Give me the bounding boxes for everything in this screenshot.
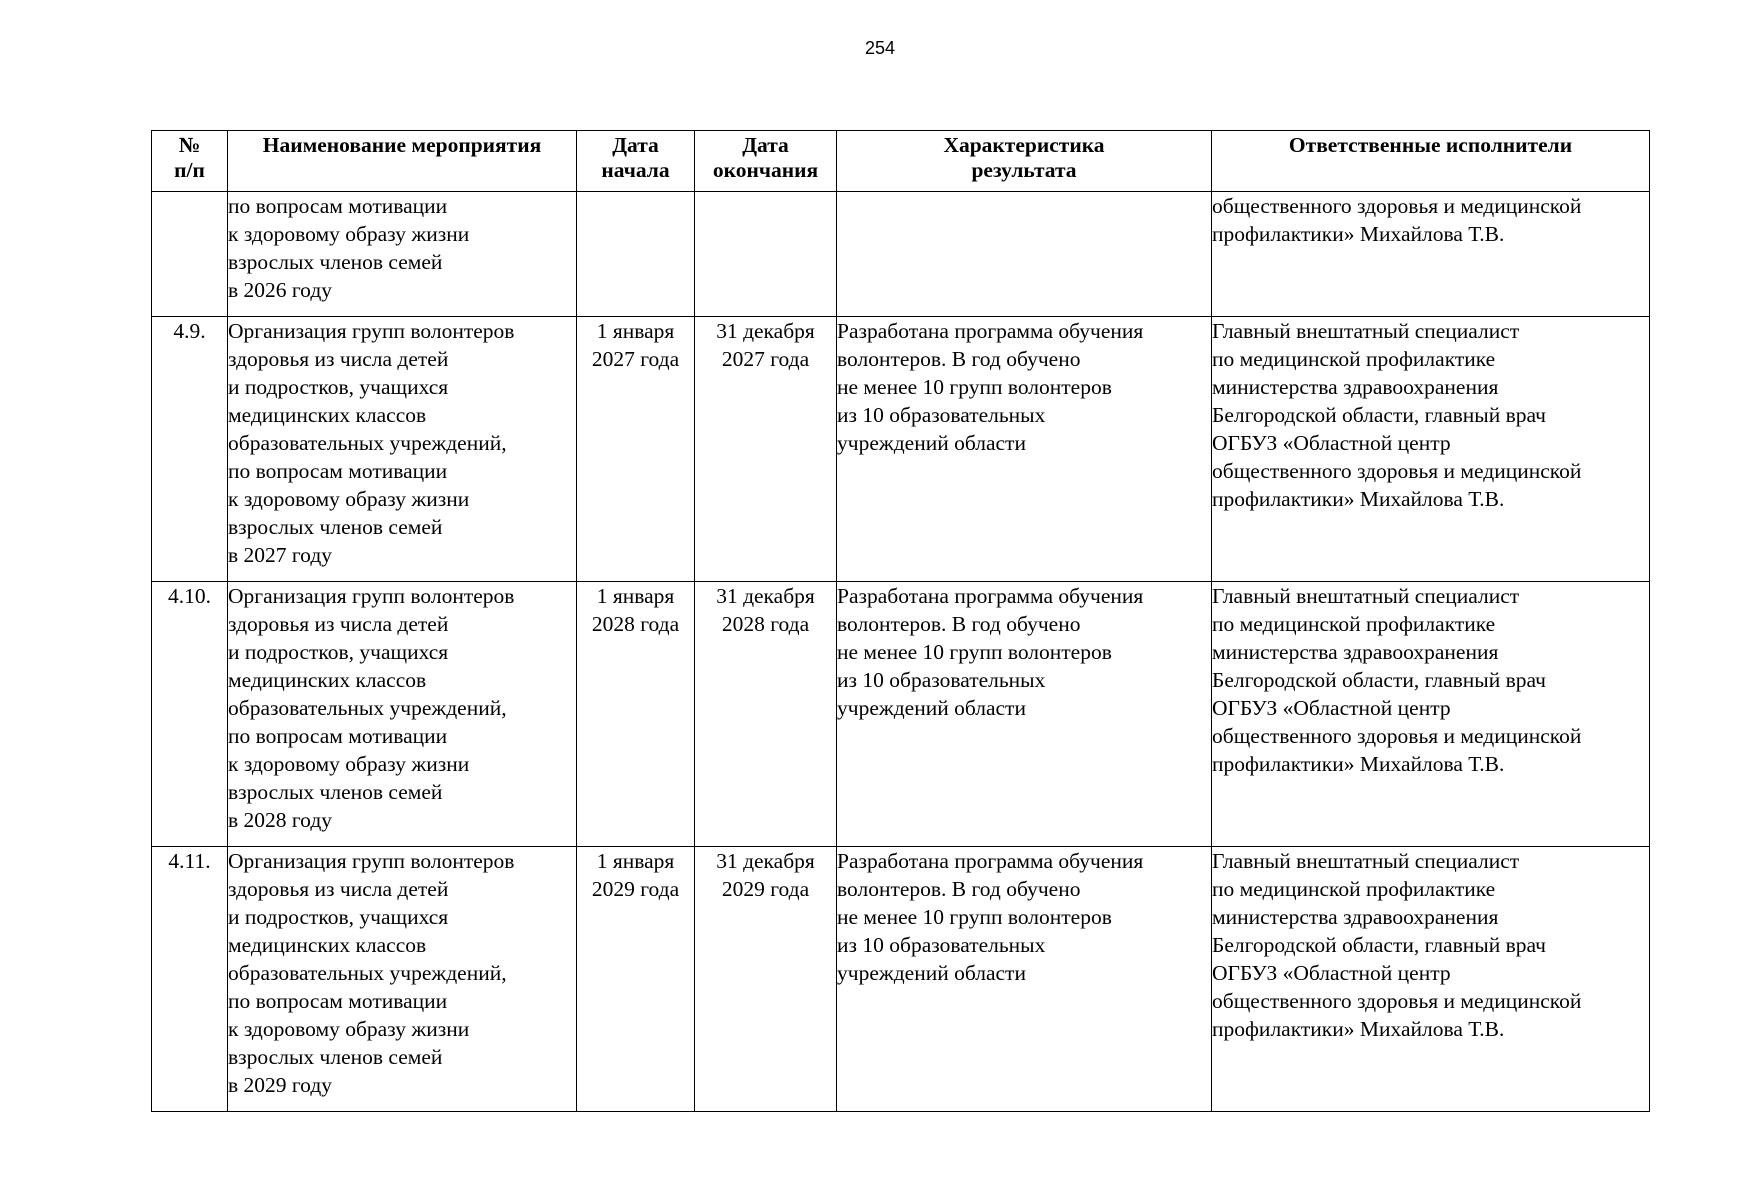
cell-number: 4.9. <box>152 317 228 582</box>
header-activity-name: Наименование мероприятия <box>228 131 577 192</box>
cell-start-date: 1 января 2028 года <box>577 582 695 847</box>
cell-end-date: 31 декабря 2029 года <box>695 847 837 1112</box>
cell-activity-name: по вопросам мотивации к здоровому образу жизни взрослых членов семей в 2026 году <box>228 192 577 317</box>
cell-number: 4.10. <box>152 582 228 847</box>
table-row <box>152 847 1650 1112</box>
cell-responsible: Главный внештатный специалист по медицинской профилактике министерства здравоохранения Белгородской области, главный врач ОГБУЗ «Областной центр общественного здоровья и медицинской профилактики» Михайлова Т.В. <box>1212 317 1650 582</box>
cell-end-date: 31 декабря 2028 года <box>695 582 837 847</box>
cell-responsible: Главный внештатный специалист по медицинской профилактике министерства здравоохранения Белгородской области, главный врач ОГБУЗ «Областной центр общественного здоровья и медицинской профилактики» Михайлова Т.В. <box>1212 847 1650 1112</box>
cell-result: Разработана программа обучения волонтеров. В год обучено не менее 10 групп волонтеров из 10 образовательных учреждений области <box>837 847 1212 1112</box>
cell-start-date: 1 января 2027 года <box>577 317 695 582</box>
cell-activity-name: Организация групп волонтеров здоровья из числа детей и подростков, учащихся медицинских классов образовательных учреждений, по вопросам мотивации к здоровому образу жизни взрослых членов семей в 2029 году <box>228 847 577 1112</box>
cell-number <box>152 192 228 317</box>
cell-activity-name: Организация групп волонтеров здоровья из числа детей и подростков, учащихся медицинских классов образовательных учреждений, по вопросам мотивации к здоровому образу жизни взрослых членов семей в 2027 году <box>228 317 577 582</box>
cell-number: 4.11. <box>152 847 228 1112</box>
cell-responsible: Главный внештатный специалист по медицинской профилактике министерства здравоохранения Белгородской области, главный врач ОГБУЗ «Областной центр общественного здоровья и медицинской профилактики» Михайлова Т.В. <box>1212 582 1650 847</box>
cell-end-date: 31 декабря 2027 года <box>695 317 837 582</box>
page-number: 254 <box>864 38 896 58</box>
table-row-continuation <box>152 192 1650 317</box>
table-row <box>152 582 1650 847</box>
activities-table <box>151 130 1650 1112</box>
table-header-row <box>152 131 1650 192</box>
cell-result <box>837 192 1212 317</box>
cell-result: Разработана программа обучения волонтеров. В год обучено не менее 10 групп волонтеров из 10 образовательных учреждений области <box>837 317 1212 582</box>
header-number: № п/п <box>152 131 228 192</box>
cell-start-date <box>577 192 695 317</box>
table-row <box>152 317 1650 582</box>
header-end-date: Дата окончания <box>695 131 837 192</box>
cell-start-date: 1 января 2029 года <box>577 847 695 1112</box>
cell-end-date <box>695 192 837 317</box>
cell-activity-name: Организация групп волонтеров здоровья из числа детей и подростков, учащихся медицинских классов образовательных учреждений, по вопросам мотивации к здоровому образу жизни взрослых членов семей в 2028 году <box>228 582 577 847</box>
cell-result: Разработана программа обучения волонтеров. В год обучено не менее 10 групп волонтеров из 10 образовательных учреждений области <box>837 582 1212 847</box>
header-responsible: Ответственные исполнители <box>1212 131 1650 192</box>
header-start-date: Дата начала <box>577 131 695 192</box>
cell-responsible: общественного здоровья и медицинской профилактики» Михайлова Т.В. <box>1212 192 1650 317</box>
header-result: Характеристика результата <box>837 131 1212 192</box>
